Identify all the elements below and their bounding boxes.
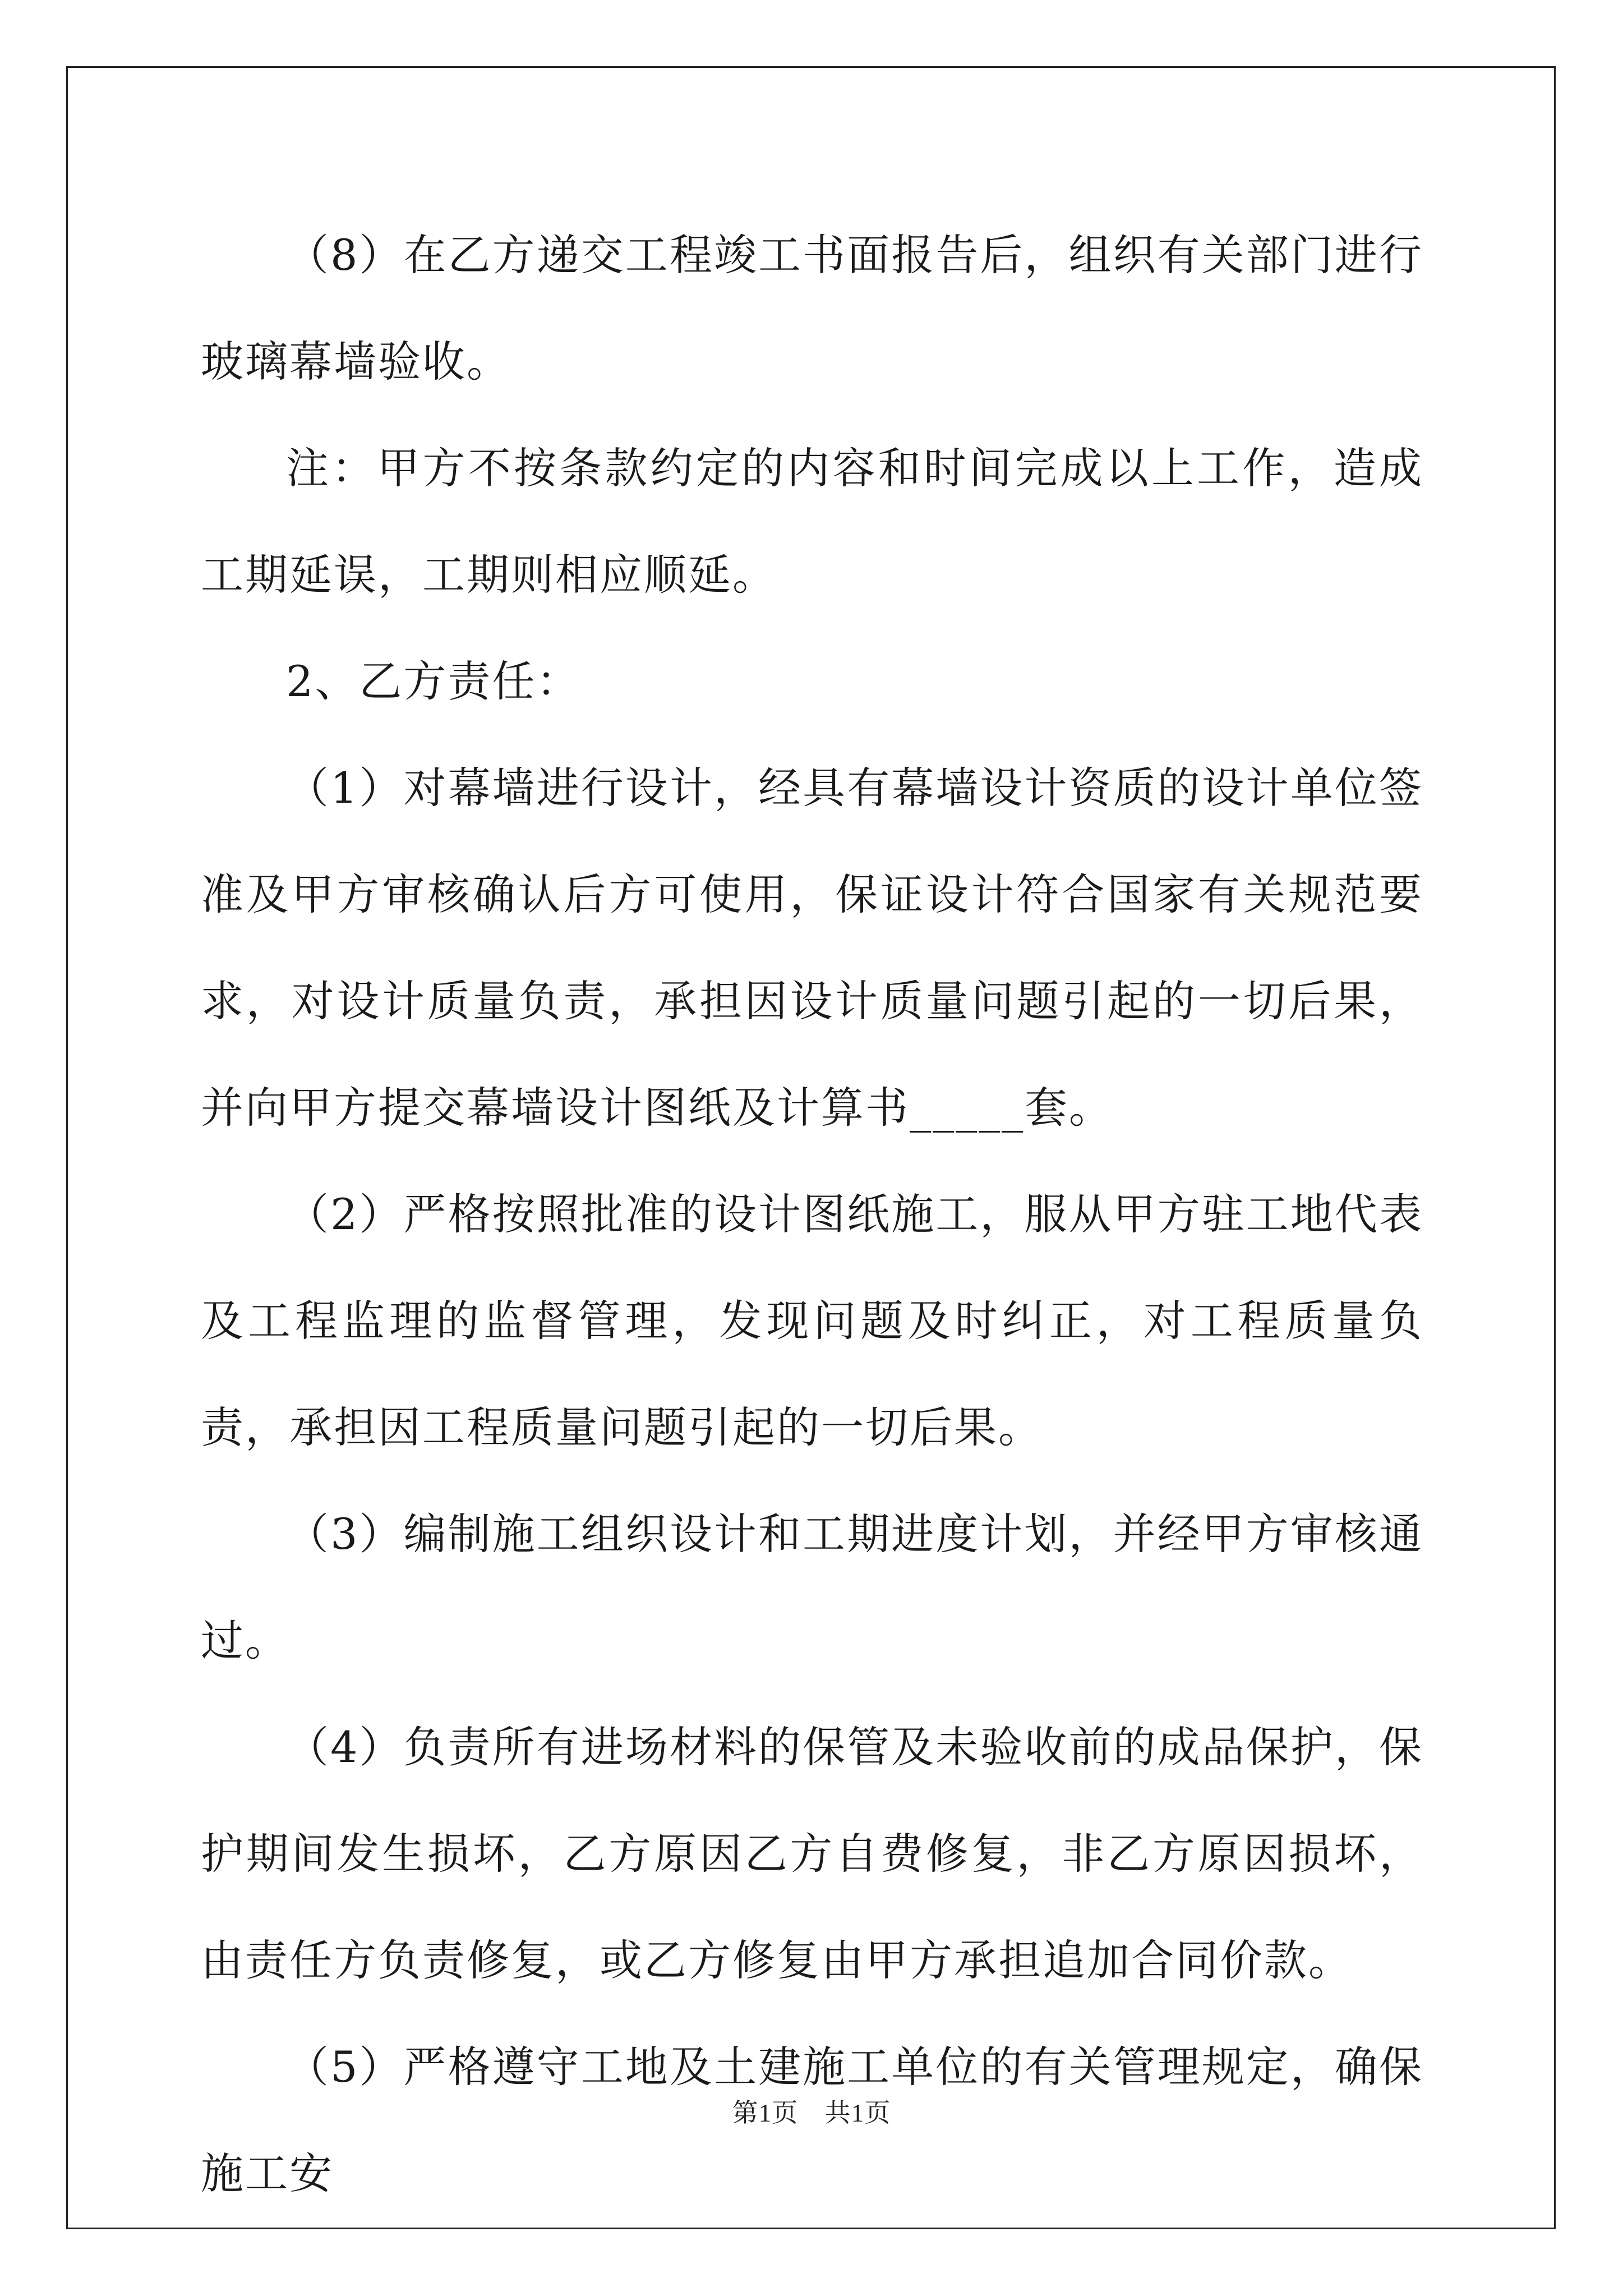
paragraph-item-5: （5）严格遵守工地及土建施工单位的有关管理规定，确保施工安 [201,2042,1423,2198]
page-number: 第1页 共1页 [732,2099,891,2127]
paragraph-item-4: （4）负责所有进场材料的保管及未验收前的成品保护，保护期间发生损坏，乙方原因乙方自费修复，非乙方原因损坏，由责任方负责修复，或乙方修复由甲方承担追加合同价款。 [201,1722,1423,1985]
document-body [201,202,1423,2227]
paragraph-item-1: （1）对幕墙进行设计，经具有幕墙设计资质的设计单位签准及甲方审核确认后方可使用，保证设计符合国家有关规范要求，对设计质量负责，承担因设计质量问题引起的一切后果，并向甲方提交幕墙设计图纸及计算书_____套。 [201,763,1423,1133]
section-heading-party-b-duties: 2、乙方责任： [286,656,581,706]
paragraph-item-8: （8）在乙方递交工程竣工书面报告后，组织有关部门进行玻璃幕墙验收。 [201,230,1423,386]
paragraph-item-3: （3）编制施工组织设计和工期进度计划，并经甲方审核通过。 [201,1509,1423,1665]
paragraph-item-2: （2）严格按照批准的设计图纸施工，服从甲方驻工地代表及工程监理的监督管理，发现问题及时纠正，对工程质量负责，承担因工程质量问题引起的一切后果。 [201,1189,1423,1452]
paragraph-note: 注：甲方不按条款约定的内容和时间完成以上工作，造成工期延误，工期则相应顺延。 [201,443,1423,600]
